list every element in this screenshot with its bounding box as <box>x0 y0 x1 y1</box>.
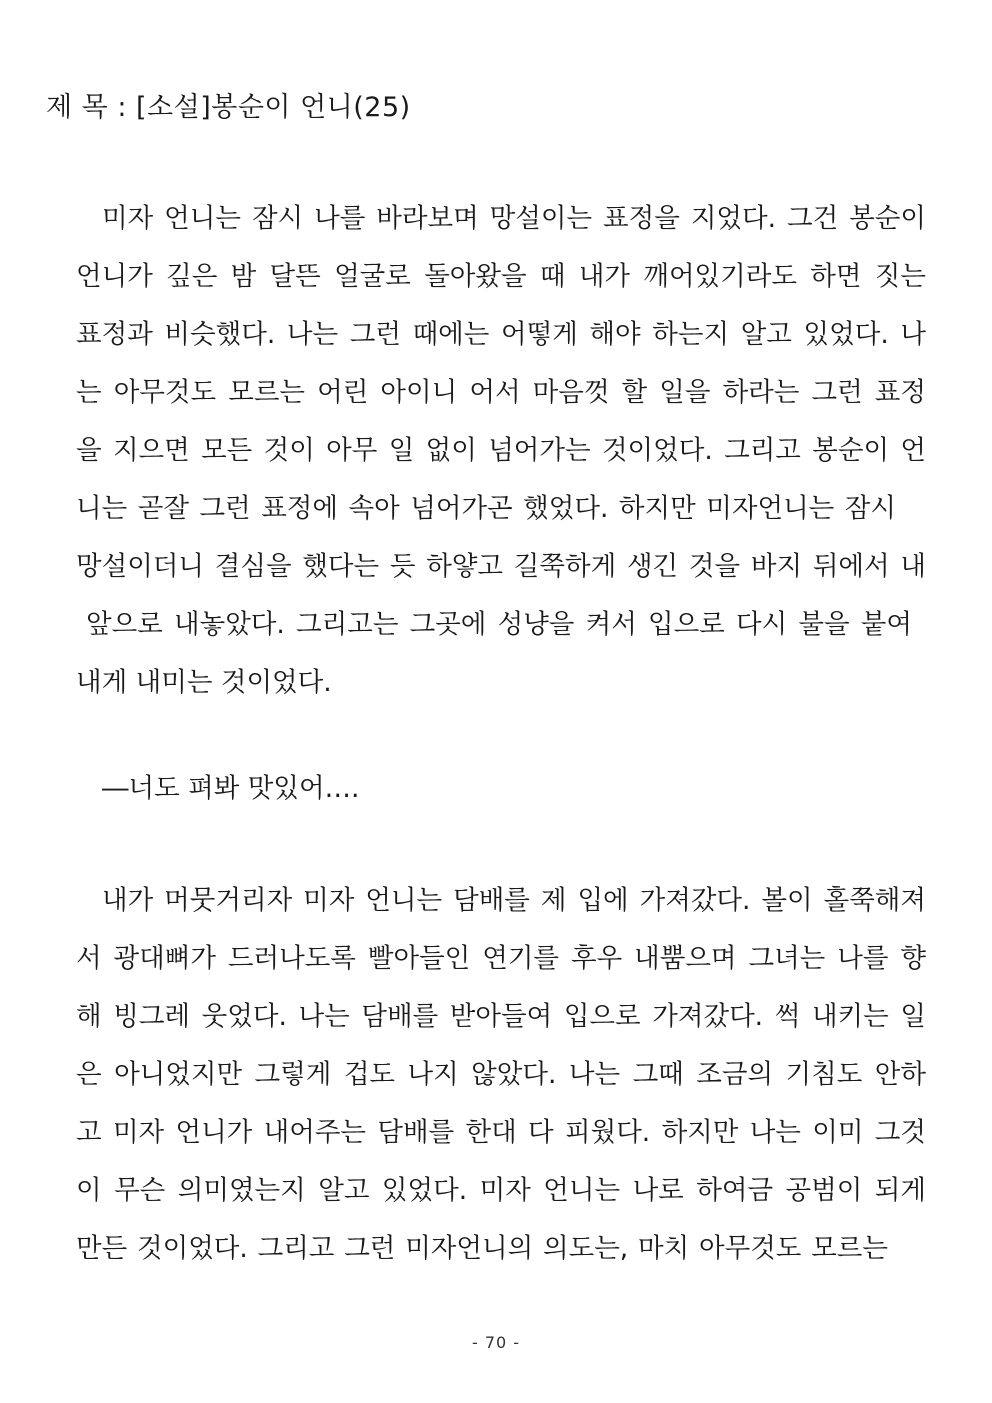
paragraph-1-line: 는 아무것도 모르는 어린 아이니 어서 마음껏 할 일을 하라는 그런 표정 <box>76 377 926 408</box>
dialogue-line: ―너도 펴봐 맛있어…. <box>102 773 360 804</box>
paragraph-1-line: 언니가 깊은 밤 달뜬 얼굴로 돌아왔을 때 내가 깨어있기라도 하면 짓는 <box>76 261 926 292</box>
paragraph-1-line: 망설이더니 결심을 했다는 듯 하얗고 길쭉하게 생긴 것을 바지 뒤에서 내 <box>76 551 926 582</box>
paragraph-1-line: 앞으로 내놓았다. 그리고는 그곳에 성냥을 켜서 입으로 다시 불을 붙여 <box>86 609 912 640</box>
paragraph-1 <box>76 190 926 712</box>
paragraph-2-line: 해 빙그레 웃었다. 나는 담배를 받아들여 입으로 가져갔다. 썩 내키는 일 <box>76 1001 926 1032</box>
paragraph-1-line: 내게 내미는 것이었다. <box>76 667 332 698</box>
page-number: - 70 - <box>471 1333 521 1352</box>
paragraph-1-line: 표정과 비슷했다. 나는 그런 때에는 어떻게 해야 하는지 알고 있었다. 나 <box>76 319 926 350</box>
paragraph-2-line: 이 무슨 의미였는지 알고 있었다. 미자 언니는 나로 하여금 공범이 되게 <box>76 1175 926 1206</box>
paragraph-2-line: 고 미자 언니가 내어주는 담배를 한대 다 피웠다. 하지만 나는 이미 그것 <box>76 1117 926 1148</box>
paragraph-2-line: 만든 것이었다. 그리고 그런 미자언니의 의도는, 마치 아무것도 모르는 <box>76 1233 888 1264</box>
paragraph-1-line: 니는 곧잘 그런 표정에 속아 넘어가곤 했었다. 하지만 미자언니는 잠시 <box>76 493 896 524</box>
document-title: 제 목 : [소설]봉순이 언니(25) <box>46 92 411 123</box>
paragraph-2 <box>76 872 926 1278</box>
paragraph-2-line: 서 광대뼈가 드러나도록 빨아들인 연기를 후우 내뿜으며 그녀는 나를 향 <box>76 943 926 974</box>
paragraph-2-line: 내가 머뭇거리자 미자 언니는 담배를 제 입에 가져갔다. 볼이 홀쭉해져 <box>102 885 926 916</box>
paragraph-1-line: 미자 언니는 잠시 나를 바라보며 망설이는 표정을 지었다. 그건 봉순이 <box>102 203 926 234</box>
paragraph-1-line: 을 지으면 모든 것이 아무 일 없이 넘어가는 것이었다. 그리고 봉순이 언 <box>76 435 926 466</box>
paragraph-2-line: 은 아니었지만 그렇게 겁도 나지 않았다. 나는 그때 조금의 기침도 안하 <box>76 1059 926 1090</box>
